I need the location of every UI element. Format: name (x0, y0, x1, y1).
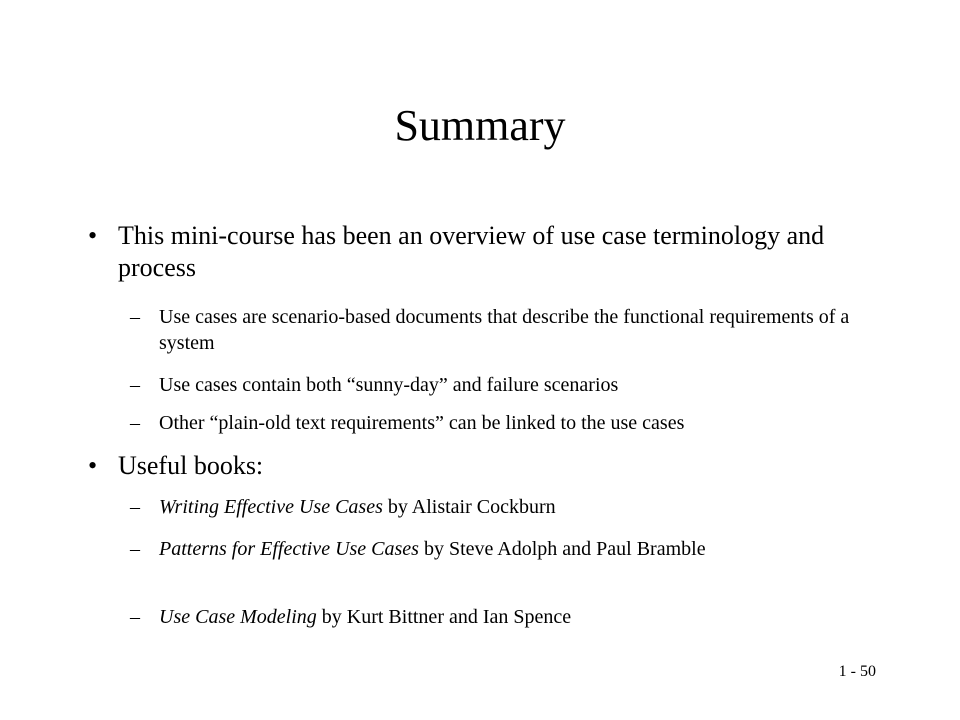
bullet-icon: • (88, 451, 98, 480)
bullet-text: This mini-course has been an overview of use case terminology and process (118, 221, 825, 282)
book-title: Patterns for Effective Use Cases (159, 538, 419, 560)
sub-item-scenarios (130, 372, 879, 398)
sub-item-text-requirements (130, 410, 879, 436)
dash-icon: – (130, 606, 140, 628)
dash-icon: – (130, 538, 140, 560)
slide-title: Summary (394, 101, 566, 150)
page-number: 1 - 50 (838, 663, 876, 680)
book-title: Writing Effective Use Cases (159, 496, 383, 518)
book-title: Use Case Modeling (159, 606, 317, 628)
book-author: by Steve Adolph and Paul Bramble (418, 538, 706, 560)
book-item (130, 604, 879, 630)
dash-icon: – (130, 374, 140, 396)
bullet-text: Useful books: (118, 451, 264, 480)
bullet-item-books (88, 450, 838, 482)
book-author: by Kurt Bittner and Ian Spence (316, 606, 572, 628)
dash-icon: – (130, 306, 140, 328)
book-author: by Alistair Cockburn (382, 496, 556, 518)
sub-item-text: Other “plain-old text requirements” can be linked to the use cases (159, 412, 685, 434)
sub-item-text: Use cases contain both “sunny-day” and failure scenarios (159, 374, 619, 396)
bullet-item-overview (88, 220, 838, 284)
book-item (130, 536, 879, 562)
sub-item-use-cases-definition (130, 304, 879, 356)
book-item (130, 494, 879, 520)
dash-icon: – (130, 496, 140, 518)
sub-item-text: Use cases are scenario-based documents that describe the functional requirements of a system (159, 306, 850, 354)
bullet-icon: • (88, 221, 98, 250)
dash-icon: – (130, 412, 140, 434)
